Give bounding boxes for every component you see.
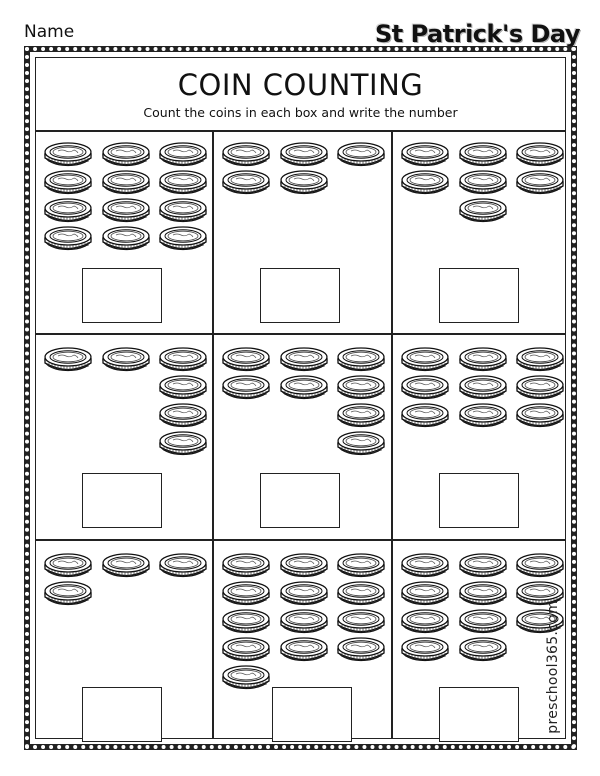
coin-icon [337, 637, 385, 662]
answer-box[interactable] [82, 268, 162, 323]
coin-icon [459, 581, 507, 606]
coin-icon [44, 553, 92, 578]
coin-icon [222, 665, 270, 690]
coin-icon [222, 609, 270, 634]
answer-box[interactable] [260, 473, 340, 528]
coin-icon [459, 609, 507, 634]
worksheet-inner [35, 57, 566, 739]
brand-title: St Patrick's Day [375, 20, 580, 48]
coin-icon [459, 375, 507, 400]
coin-icon [337, 142, 385, 167]
coin-grid [36, 130, 565, 738]
coin-icon [280, 375, 328, 400]
coin-icon [516, 375, 564, 400]
coin-icon [280, 553, 328, 578]
coin-icon [401, 170, 449, 195]
coin-icon [401, 375, 449, 400]
watermark: preschool365.com [545, 600, 561, 734]
answer-box[interactable] [439, 687, 519, 742]
answer-box[interactable] [82, 687, 162, 742]
answer-box[interactable] [439, 268, 519, 323]
coin-icon [222, 637, 270, 662]
coin-cell-1 [36, 130, 214, 335]
coin-cell-6 [393, 335, 565, 541]
coin-icon [401, 403, 449, 428]
coin-icon [459, 347, 507, 372]
coin-icon [102, 553, 150, 578]
coin-icon [459, 553, 507, 578]
coin-icon [401, 347, 449, 372]
coin-icon [280, 347, 328, 372]
coin-cell-7 [36, 541, 214, 738]
coin-icon [516, 553, 564, 578]
coin-icon [159, 347, 207, 372]
coin-icon [516, 347, 564, 372]
coin-icon [44, 142, 92, 167]
coin-icon [337, 431, 385, 456]
coin-icon [102, 226, 150, 251]
coin-icon [159, 431, 207, 456]
coin-icon [44, 198, 92, 223]
coin-icon [516, 142, 564, 167]
coin-cell-4 [36, 335, 214, 541]
coin-icon [44, 170, 92, 195]
coin-icon [459, 142, 507, 167]
coin-icon [222, 347, 270, 372]
coin-icon [337, 581, 385, 606]
coin-icon [280, 142, 328, 167]
coin-icon [159, 553, 207, 578]
coin-icon [159, 403, 207, 428]
coin-icon [159, 198, 207, 223]
coin-cell-9 [393, 541, 565, 738]
coin-icon [159, 375, 207, 400]
coin-icon [337, 403, 385, 428]
page-title: COIN COUNTING [177, 68, 424, 102]
coin-icon [222, 170, 270, 195]
coin-icon [401, 553, 449, 578]
coin-cell-2 [214, 130, 393, 335]
coin-icon [280, 581, 328, 606]
coin-icon [102, 142, 150, 167]
coin-icon [280, 170, 328, 195]
coin-icon [401, 637, 449, 662]
coin-icon [44, 347, 92, 372]
coin-icon [159, 142, 207, 167]
coin-icon [159, 226, 207, 251]
coin-icon [222, 375, 270, 400]
coin-icon [337, 375, 385, 400]
coin-icon [459, 637, 507, 662]
coin-icon [459, 198, 507, 223]
coin-cell-3 [393, 130, 565, 335]
coin-icon [102, 347, 150, 372]
worksheet-frame [24, 46, 577, 750]
coin-icon [159, 170, 207, 195]
coin-icon [401, 609, 449, 634]
coin-icon [102, 198, 150, 223]
coin-icon [337, 609, 385, 634]
coin-icon [516, 403, 564, 428]
coin-icon [337, 553, 385, 578]
coin-icon [222, 142, 270, 167]
coin-icon [401, 142, 449, 167]
coin-icon [280, 609, 328, 634]
coin-icon [44, 581, 92, 606]
answer-box[interactable] [260, 268, 340, 323]
worksheet-header [36, 58, 565, 132]
answer-box[interactable] [272, 687, 352, 742]
coin-icon [222, 553, 270, 578]
coin-cell-8 [214, 541, 393, 738]
coin-icon [337, 347, 385, 372]
coin-icon [401, 581, 449, 606]
coin-icon [44, 226, 92, 251]
coin-icon [222, 581, 270, 606]
coin-icon [516, 170, 564, 195]
instructions: Count the coins in each box and write the number [143, 105, 458, 120]
coin-icon [102, 170, 150, 195]
coin-cell-5 [214, 335, 393, 541]
answer-box[interactable] [439, 473, 519, 528]
coin-icon [459, 170, 507, 195]
coin-icon [459, 403, 507, 428]
answer-box[interactable] [82, 473, 162, 528]
coin-icon [280, 637, 328, 662]
name-label: Name [24, 22, 75, 42]
